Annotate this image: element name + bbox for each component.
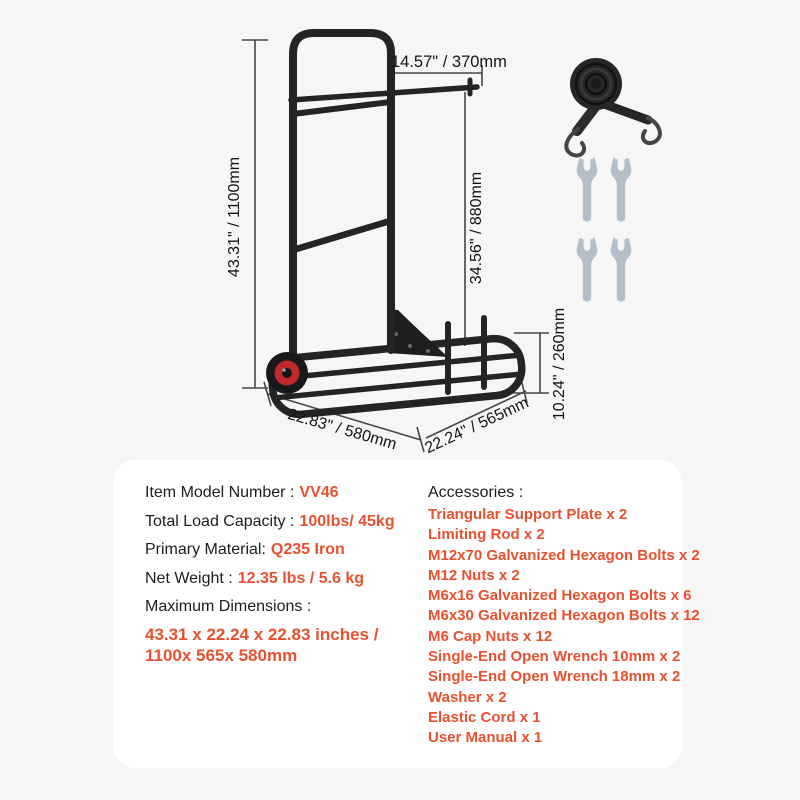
accessory-item: Elastic Cord x 1: [428, 708, 541, 726]
accessory-item: Washer x 2: [428, 688, 507, 706]
dimension-label-platform-width: 22.24" / 565mm: [422, 394, 532, 458]
open-end-wrench-icon: [611, 158, 632, 222]
accessory-item: Single-End Open Wrench 10mm x 2: [428, 648, 681, 666]
spec-value: 12.35 lbs / 5.6 kg: [237, 569, 365, 587]
limiting-rod: [291, 87, 477, 100]
spec-row-capacity: [145, 512, 415, 531]
accessory-item: Single-End Open Wrench 18mm x 2: [428, 668, 681, 686]
accessory-item: M6 Cap Nuts x 12: [428, 627, 553, 645]
accessory-item: M6x16 Galvanized Hexagon Bolts x 6: [428, 587, 692, 605]
spec-label: Item Model Number :: [145, 484, 295, 501]
spec-row-model: [145, 483, 415, 502]
dimension-label-overall-height: 43.31" / 1100mm: [226, 156, 244, 278]
max-dimensions-value-line2: 1100x 565x 580mm: [145, 646, 298, 665]
open-end-wrench-icon: [611, 238, 632, 302]
spec-value: VV46: [299, 484, 339, 501]
accessory-item: M6x30 Galvanized Hexagon Bolts x 12: [428, 607, 700, 625]
accessories-title: Accessories :: [428, 484, 524, 501]
dimension-label-rod-height: 34.56" / 880mm: [468, 171, 486, 285]
max-dimensions-value-line1: 43.31 x 22.24 x 22.83 inches /: [145, 625, 379, 644]
accessories-column: [428, 483, 700, 749]
wheel: [266, 352, 308, 394]
open-end-wrench-icon: [577, 238, 598, 302]
bolt-dot: [408, 344, 412, 348]
accessory-item: Limiting Rod x 2: [428, 526, 545, 544]
spec-panel: [113, 460, 700, 768]
spec-row-weight: [145, 569, 415, 588]
accessory-item: Triangular Support Plate x 2: [428, 506, 628, 523]
spec-value: 100lbs/ 45kg: [299, 512, 395, 530]
accessory-item: M12x70 Galvanized Hexagon Bolts x 2: [428, 546, 700, 564]
wrench-set: [577, 158, 632, 302]
cart-frame: [288, 33, 477, 370]
max-dimensions-label: Maximum Dimensions :: [145, 598, 312, 615]
spec-label: Primary Material:: [145, 541, 266, 558]
bolt-dot: [426, 349, 430, 353]
dimension-label-platform-depth: 22.83" / 580mm: [285, 406, 399, 454]
spec-value: Q235 Iron: [270, 541, 345, 558]
accessory-item: User Manual x 1: [428, 729, 543, 747]
spec-label: Total Load Capacity :: [145, 512, 295, 530]
accessory-item: M12 Nuts x 2: [428, 566, 520, 584]
spec-column: [145, 483, 415, 666]
dimension-label-top-width: 14.57" / 370mm: [391, 53, 507, 71]
dimension-line-overall-height: [242, 40, 268, 388]
spec-label: Net Weight :: [145, 569, 233, 587]
spec-row-material: [145, 540, 415, 559]
dimension-label-platform-height: 10.24" / 260mm: [551, 307, 569, 421]
open-end-wrench-icon: [577, 158, 598, 222]
elastic-cord-icon: [566, 58, 660, 156]
